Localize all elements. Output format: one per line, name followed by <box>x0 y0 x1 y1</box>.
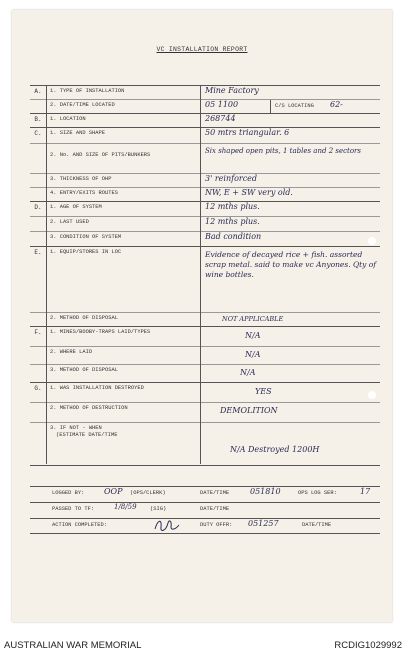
section-label: E. <box>34 249 42 256</box>
row-e1 <box>30 246 380 313</box>
divider <box>270 100 271 114</box>
caption-id: RCDIG1029992 <box>334 640 402 651</box>
field-value: Six shaped open pits, 1 tables and 2 sectors <box>205 147 361 155</box>
row-d3 <box>30 231 380 247</box>
field-value: YES <box>255 387 272 396</box>
field-label-continued: (ESTIMATE DATE/TIME <box>56 432 118 438</box>
field-value: Mine Factory <box>205 86 259 95</box>
row-c1 <box>30 127 380 144</box>
logged-by-suffix: (OPS/CLERK) <box>130 490 166 496</box>
cs-locating-value: 62- <box>330 100 343 109</box>
report-form <box>30 70 380 465</box>
duty-date-label: DATE/TIME <box>302 522 332 528</box>
footer-action <box>30 518 380 534</box>
document-page <box>12 10 392 622</box>
field-value: Bad condition <box>205 232 262 241</box>
passed-suffix: (SIG) <box>150 506 167 512</box>
field-label: 2. LAST USED <box>50 219 89 225</box>
caption-source: AUSTRALIAN WAR MEMORIAL <box>4 640 142 651</box>
field-label: 2. METHOD OF DESTRUCTION <box>50 405 128 411</box>
ops-log-value: 17 <box>360 487 371 496</box>
date-time-value: 051810 <box>250 487 281 496</box>
action-label: ACTION COMPLETED: <box>52 522 107 528</box>
row-c2 <box>30 143 380 174</box>
field-label: 2. WHERE LAID <box>50 349 93 355</box>
row-g2 <box>30 402 380 423</box>
field-value: N/A <box>245 350 261 359</box>
signature-mark <box>152 517 182 535</box>
field-value: 12 mths plus. <box>205 217 260 226</box>
field-label: 1. AGE OF SYSTEM <box>50 204 102 210</box>
date-time-label: DATE/TIME <box>200 490 230 496</box>
logged-by-value: OOP <box>104 487 123 496</box>
field-label: 3. METHOD OF DISPOSAL <box>50 367 118 373</box>
row-e2 <box>30 312 380 327</box>
section-label: G. <box>34 385 42 392</box>
row-f2 <box>30 346 380 365</box>
duty-label: DUTY OFFR: <box>200 522 233 528</box>
field-label: 1. WAS INSTALLATION DESTROYED <box>50 385 144 391</box>
field-label: 2. METHOD OF DISPOSAL <box>50 315 118 321</box>
field-label: 1. MINES/BOOBY-TRAPS LAID/TYPES <box>50 329 151 335</box>
row-b1 <box>30 113 380 128</box>
footer-logged <box>30 486 380 501</box>
field-label: 2. DATE/TIME LOCATED <box>50 102 115 108</box>
field-value: NOT APPLICABLE <box>222 315 284 323</box>
field-value: N/A <box>240 368 256 377</box>
field-value: 268744 <box>205 114 236 123</box>
row-c4 <box>30 187 380 202</box>
logged-by-label: LOGGED BY: <box>52 490 85 496</box>
field-value: 3' reinforced <box>205 174 258 183</box>
section-label: D. <box>34 204 42 211</box>
field-label: 3. CONDITION OF SYSTEM <box>50 234 122 240</box>
section-label: C. <box>34 130 42 137</box>
row-f1 <box>30 326 380 347</box>
row-g1 <box>30 382 380 403</box>
section-divider <box>46 85 47 464</box>
field-value: Evidence of decayed rice + fish. assorted scrap metal. said to make vc Anyones. Qty of wine bottles. <box>205 250 377 279</box>
field-value: 12 mths plus. <box>205 202 260 211</box>
caption-bar <box>0 637 408 654</box>
row-c3 <box>30 173 380 188</box>
field-label: 1. TYPE OF INSTALLATION <box>50 88 125 94</box>
field-value: N/A Destroyed 1200H <box>230 445 320 454</box>
field-label: 1. LOCATION <box>50 116 86 122</box>
duty-value: 051257 <box>248 519 279 528</box>
punch-hole <box>368 237 376 245</box>
section-label: B. <box>34 116 42 123</box>
field-value: 50 mtrs triangular. 6 <box>205 128 290 137</box>
section-label: A. <box>34 88 42 95</box>
page-title: VC INSTALLATION REPORT <box>156 46 248 53</box>
passed-label: PASSED TO TF: <box>52 506 95 512</box>
field-label: 1. SIZE AND SHAPE <box>50 130 105 136</box>
punch-hole <box>368 391 376 399</box>
footer-passed <box>30 502 380 517</box>
row-d1 <box>30 201 380 217</box>
field-label: 1. EQUIP/STORES IN LOC <box>50 249 122 255</box>
field-value: 05 1100 <box>205 100 239 109</box>
field-label: 3. IF NOT - WHEN <box>50 425 102 431</box>
cs-locating-label: C/S LOCATING <box>275 103 314 109</box>
passed-value: 1/8/59 <box>114 503 137 511</box>
row-g3 <box>30 422 380 466</box>
field-value: N/A <box>245 331 261 340</box>
row-a2 <box>30 99 380 114</box>
row-d2 <box>30 216 380 232</box>
field-value: DEMOLITION <box>220 406 278 415</box>
row-f3 <box>30 364 380 383</box>
field-label: 2. No. AND SIZE OF PITS/BUNKERS <box>50 152 151 158</box>
row-a1 <box>30 85 380 100</box>
field-label: 3. THICKNESS OF OHP <box>50 176 112 182</box>
section-label: F. <box>34 329 42 336</box>
value-divider <box>200 85 201 464</box>
field-label: 4. ENTRY/EXITS ROUTES <box>50 190 118 196</box>
ops-log-label: OPS LOG SER: <box>298 490 337 496</box>
passed-date-label: DATE/TIME <box>200 506 230 512</box>
field-value: NW, E + SW very old. <box>205 188 293 197</box>
